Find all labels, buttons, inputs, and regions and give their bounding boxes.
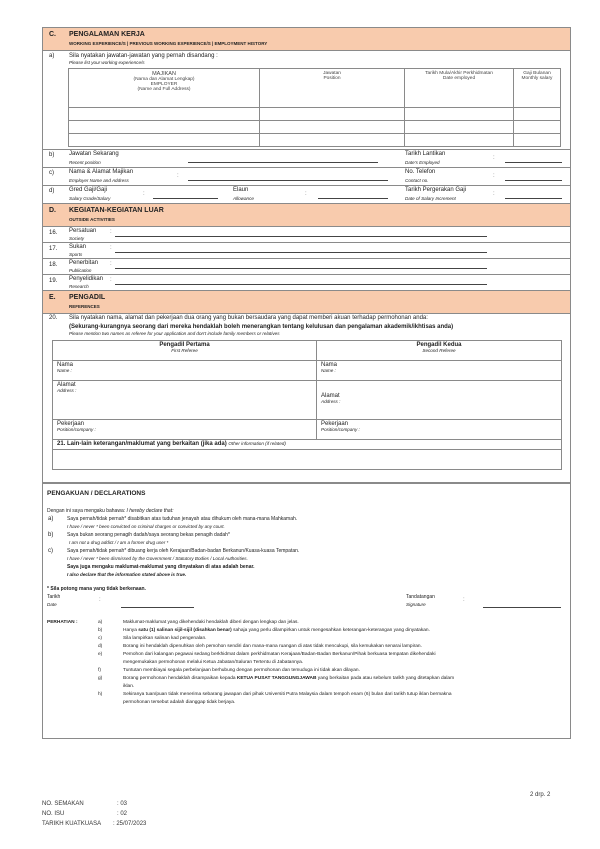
section-letter: E. — [49, 294, 56, 301]
section-title: PENGALAMAN KERJA — [69, 31, 145, 38]
work-experience-table — [68, 68, 561, 147]
field-label-en: Salary Grade/Salary — [69, 196, 111, 201]
society-field[interactable] — [115, 236, 487, 237]
colon: : — [143, 191, 145, 197]
date-cell[interactable] — [405, 134, 514, 147]
declaration-text-en: I have / never * been dismissed by the Government / Statutory Bodies / Local Authorities. — [67, 556, 248, 561]
item-number: 20. — [49, 315, 58, 321]
declaration-text: Saya pernah/tidak pernah* dibuang kerja oleh Kerajaan/Badan-badan Berkanun/Kuasa-kuasa Tempatan. — [67, 548, 300, 554]
activity-row-society — [43, 227, 570, 243]
item-number: 16. — [49, 230, 58, 236]
field-label: Jawatan Sekarang — [69, 151, 119, 157]
date-cell[interactable] — [405, 121, 514, 134]
second-referee-address[interactable]: Alamat Address : — [317, 381, 562, 420]
employer-cell[interactable] — [69, 134, 260, 147]
revision-value: : 03 — [117, 801, 128, 807]
table-row — [69, 121, 561, 134]
position-cell[interactable] — [260, 108, 405, 121]
declaration-intro: Dengan ini saya mengaku bahawa: I hereby declare that: — [47, 508, 174, 514]
effective-date-label: TARIKH KUATKUASA — [42, 821, 102, 827]
field-label-en: Research — [69, 284, 89, 289]
second-referee-name[interactable]: Nama Name : — [317, 361, 562, 381]
date-appointed-field[interactable] — [505, 162, 562, 163]
col-position: Jawatan Position — [260, 69, 405, 108]
field-label: Gred Gaji/Gaji — [69, 187, 108, 193]
other-info-field[interactable] — [53, 450, 562, 470]
issue-label: NO. ISU — [42, 811, 65, 817]
field-label: Nama & Alamat Majikan — [69, 169, 134, 175]
col-date-employed: Tarikh Mula/Akhir Perkhidmatan Date employed — [405, 69, 514, 108]
colon: : — [305, 191, 307, 197]
referee-table-wrap — [43, 340, 562, 470]
issue-value: : 02 — [117, 811, 128, 817]
referee-table — [52, 340, 562, 470]
item-number: b) — [48, 532, 54, 538]
notice-label: PERHATIAN : — [47, 620, 78, 625]
page-number: 2 drp. 2 — [530, 792, 551, 798]
strike-note: * Sila potong mana yang tidak berkenaan. — [47, 586, 146, 592]
employer-row — [43, 168, 570, 186]
colon: : — [493, 191, 495, 197]
item-number: a) — [49, 53, 55, 59]
first-referee-job[interactable]: Pekerjaan Position/company : — [53, 420, 317, 440]
phone-field[interactable] — [505, 180, 562, 181]
activity-row-publication — [43, 259, 570, 275]
date-cell[interactable] — [405, 108, 514, 121]
research-field[interactable] — [115, 284, 487, 285]
table-row — [69, 134, 561, 147]
salary-increment-date-field[interactable] — [505, 198, 562, 199]
field-label: Persatuan — [69, 228, 97, 234]
position-cell[interactable] — [260, 121, 405, 134]
employer-address-field[interactable] — [188, 180, 388, 181]
recent-position-field[interactable] — [188, 162, 378, 163]
item-number: b) — [49, 152, 55, 158]
item-number: c) — [49, 170, 54, 176]
colon: : — [110, 261, 112, 267]
activity-row-research — [43, 275, 570, 291]
declarations-title: PENGAKUAN / DECLARATIONS — [47, 490, 146, 497]
field-label: Tarikh Lantikan — [405, 151, 446, 157]
field-label: Sukan — [69, 244, 87, 250]
col-employer: MAJIKAN (Nama dan Alamat Lengkap) EMPLOYER (Name and Full Address) — [69, 69, 260, 108]
section-letter: D. — [49, 207, 56, 214]
section-e-header — [43, 291, 570, 314]
field-label-en: Publication — [69, 268, 92, 273]
declaration-text-en: I have / never * been convicted on criminal charges or convicted by any court. — [67, 524, 225, 529]
sports-field[interactable] — [115, 252, 487, 253]
section-subtitle: OUTSIDE ACTIVITIES — [69, 217, 115, 222]
section-subtitle: WORKING EXPERIENCE/S | PREVIOUS WORKING EXPERIENCE/S | EMPLOYMENT HISTORY — [69, 41, 268, 46]
date-label: Tarikh — [47, 594, 61, 600]
effective-date-value: : 25/07/2023 — [113, 821, 147, 827]
date-label-en: Date — [47, 602, 57, 607]
colon: : — [177, 173, 179, 179]
item-number: c) — [48, 548, 53, 554]
field-label: No. Telefon — [405, 169, 436, 175]
second-referee-job[interactable]: Pekerjaan Position/company : — [317, 420, 562, 440]
signature-label-en: Signature — [406, 602, 426, 607]
colon: : — [493, 155, 495, 161]
salary-cell[interactable] — [514, 121, 561, 134]
field-label-en: Sports — [69, 252, 83, 257]
instruction-text: Sila nyatakan nama, alamat dan pekerjaan dua orang yang bukan bersaudara yang dapat memberi akuan terhadap permohonan anda: — [69, 315, 428, 321]
table-row — [69, 108, 561, 121]
item-number: 19. — [49, 278, 58, 284]
work-experience-row — [43, 51, 570, 150]
declaration-text: Saya bukan seorang penagih dadah/saya seorang bekas penagih dadah* — [67, 532, 230, 538]
field-label-en: Date of Salary Increment — [405, 196, 456, 201]
salary-row — [43, 186, 570, 204]
publication-field[interactable] — [115, 268, 487, 269]
declaration-text-en: I am not a drug addict / I am a former drug user * — [69, 540, 169, 545]
position-cell[interactable] — [260, 134, 405, 147]
instruction-bold: (Sekurang-kurangnya seorang dari mereka hendaklah boleh menerangkan tentang kelulusan dan pengalaman akademik/ikhtisas anda) — [69, 324, 454, 330]
colon: : — [463, 597, 465, 603]
signature-field[interactable] — [483, 607, 561, 608]
signature-label: Tandatangan — [406, 594, 435, 600]
field-label-en: Recent position — [69, 160, 101, 165]
declarations-box: PENGAKUAN / DECLARATIONS Dengan ini saya mengaku bahawa: I hereby declare that: a) Saya pernah/tidak pernah* disabitkan atas tuduhan jenayah atau dihukum oleh mana-mana Mahkamah. I have / never * been convicted on criminal charges or convicted by any court. b) Saya bukan seorang penagih dadah/saya seorang bekas penagih dadah* I am not a drug addict / I am a former drug user * c) Saya pernah/tidak pernah* dibuang kerja oleh Kerajaan/Badan-badan Berkanun/Kuasa-kuasa Tempatan. I have / never * been dismissed by the Government / Statutory Bodies / Local Authorities. Saya juga mengaku maklumat-maklumat yang dinyatakan di atas adalah benar. I also declare that the information stated above is true. * Sila potong mana yang tidak berkenaan. Tarikh Date : Tandatangan Signature : PERHATIAN : a) Maklumat-maklumat yang dikehendaki hendaklah diberi dengan lengkap dan jelas. b) Hanya satu (1) salinan sijil-sijil (disahkan benar) sahaja yang perlu dilampirkan untuk mengesahkan keterangan-keterangan yang dinyatakan. c) Sila lampirkan salinan kad pengenalan. d) Borang ini hendaklah dipenuhkan oleh pemohon sendiri dan mana-mana ruangan di atas tidak mencukupi, sila kemukakan senarai lampiran. e) Pemohon dari kalangan pegawai sedang berkhidmat dalam perkhidmatan Kerajaan/Badan-Badan Berkanun/Pihak berkuasa tempatan dikehendaki mengemukakan permohonan melalui Ketua Jabatan/Saluran Tertentu di Jabatannya. f) Tuntutan membiayai segala perbelanjaan berhubung dengan permohonan dan temuduga ini tidak akan dilayan. g) Borang permohonan hendaklah disampaikan kepada KETUA PUSAT TANGGUNGJAWAB yang berkaitan pada atau sebelum tarikh yang ditetapkan dalam iklan. h) Sekiranya tuan/puan tidak menerima sebarang jawapan dari pihak Universiti Putra Malaysia dalam tempoh enam (6) bulan dari tarikh tutup iklan bermakna permohonan tersebut adalah dianggap tidak berjaya. — [42, 483, 571, 739]
field-label: Penyelidikan — [69, 276, 104, 282]
salary-cell[interactable] — [514, 134, 561, 147]
field-label: Elaun — [233, 187, 249, 193]
salary-grade-field[interactable] — [153, 198, 218, 199]
col-monthly-salary: Gaji Bulanan Monthly salary — [514, 69, 561, 108]
section-letter: C. — [49, 31, 56, 38]
item-number: 18. — [49, 262, 58, 268]
colon: : — [110, 277, 112, 283]
activity-row-sports — [43, 243, 570, 259]
declaration-text: Saya pernah/tidak pernah* disabitkan atas tuduhan jenayah atau dihukum oleh mana-mana Mahkamah. — [67, 516, 298, 522]
revision-label: NO. SEMAKAN — [42, 801, 84, 807]
instruction-text: Sila nyatakan jawatan-jawatan yang pernah disandang : — [69, 53, 218, 59]
section-title: PENGADIL — [69, 294, 106, 301]
other-info-label-row: 21. Lain-lain keterangan/maklumat yang berkaitan (jika ada) Other information (if related) — [53, 440, 562, 450]
field-label-en: Society — [69, 236, 85, 241]
form-page — [42, 27, 571, 739]
field-label-en: Contact no. — [405, 178, 429, 183]
colon: : — [110, 245, 112, 251]
first-referee-address[interactable]: Alamat Address : — [53, 381, 317, 420]
section-d-header — [43, 204, 570, 227]
section-subtitle: REFERENCES — [69, 304, 100, 309]
salary-cell[interactable] — [514, 108, 561, 121]
second-referee-header: Pengadil Kedua Second Referee — [317, 341, 562, 361]
first-referee-name[interactable]: Nama Name : — [53, 361, 317, 381]
employer-cell[interactable] — [69, 121, 260, 134]
field-label-en: Employer Name and Address — [69, 178, 129, 183]
item-number: 17. — [49, 246, 58, 252]
field-label-en: Date's Employed — [405, 160, 440, 165]
field-label-en: Allowance — [233, 196, 254, 201]
instruction-text-en: Please mention two names as referee for your application and don't include family members or relatives — [69, 331, 280, 336]
item-number: d) — [49, 188, 55, 194]
references-row — [43, 314, 570, 483]
confirm-text: Saya juga mengaku maklumat-maklumat yang dinyatakan di atas adalah benar. — [67, 564, 255, 570]
colon: : — [493, 173, 495, 179]
date-field[interactable] — [121, 607, 194, 608]
employer-cell[interactable] — [69, 108, 260, 121]
field-label: Penerbitan — [69, 260, 99, 266]
section-c-header — [43, 28, 570, 51]
section-title: KEGIATAN-KEGIATAN LUAR — [69, 207, 164, 214]
confirm-text-en: I also declare that the information stated above is true. — [67, 572, 187, 577]
recent-position-row — [43, 150, 570, 168]
instruction-text-en: Please list your working experience/s — [69, 60, 145, 65]
form-box — [42, 27, 571, 483]
allowance-field[interactable] — [318, 198, 388, 199]
first-referee-header: Pengadil Pertama First Referee — [53, 341, 317, 361]
field-label: Tarikh Pergerakan Gaji — [405, 187, 467, 193]
item-number: a) — [48, 516, 54, 522]
colon: : — [99, 597, 101, 603]
colon: : — [110, 229, 112, 235]
